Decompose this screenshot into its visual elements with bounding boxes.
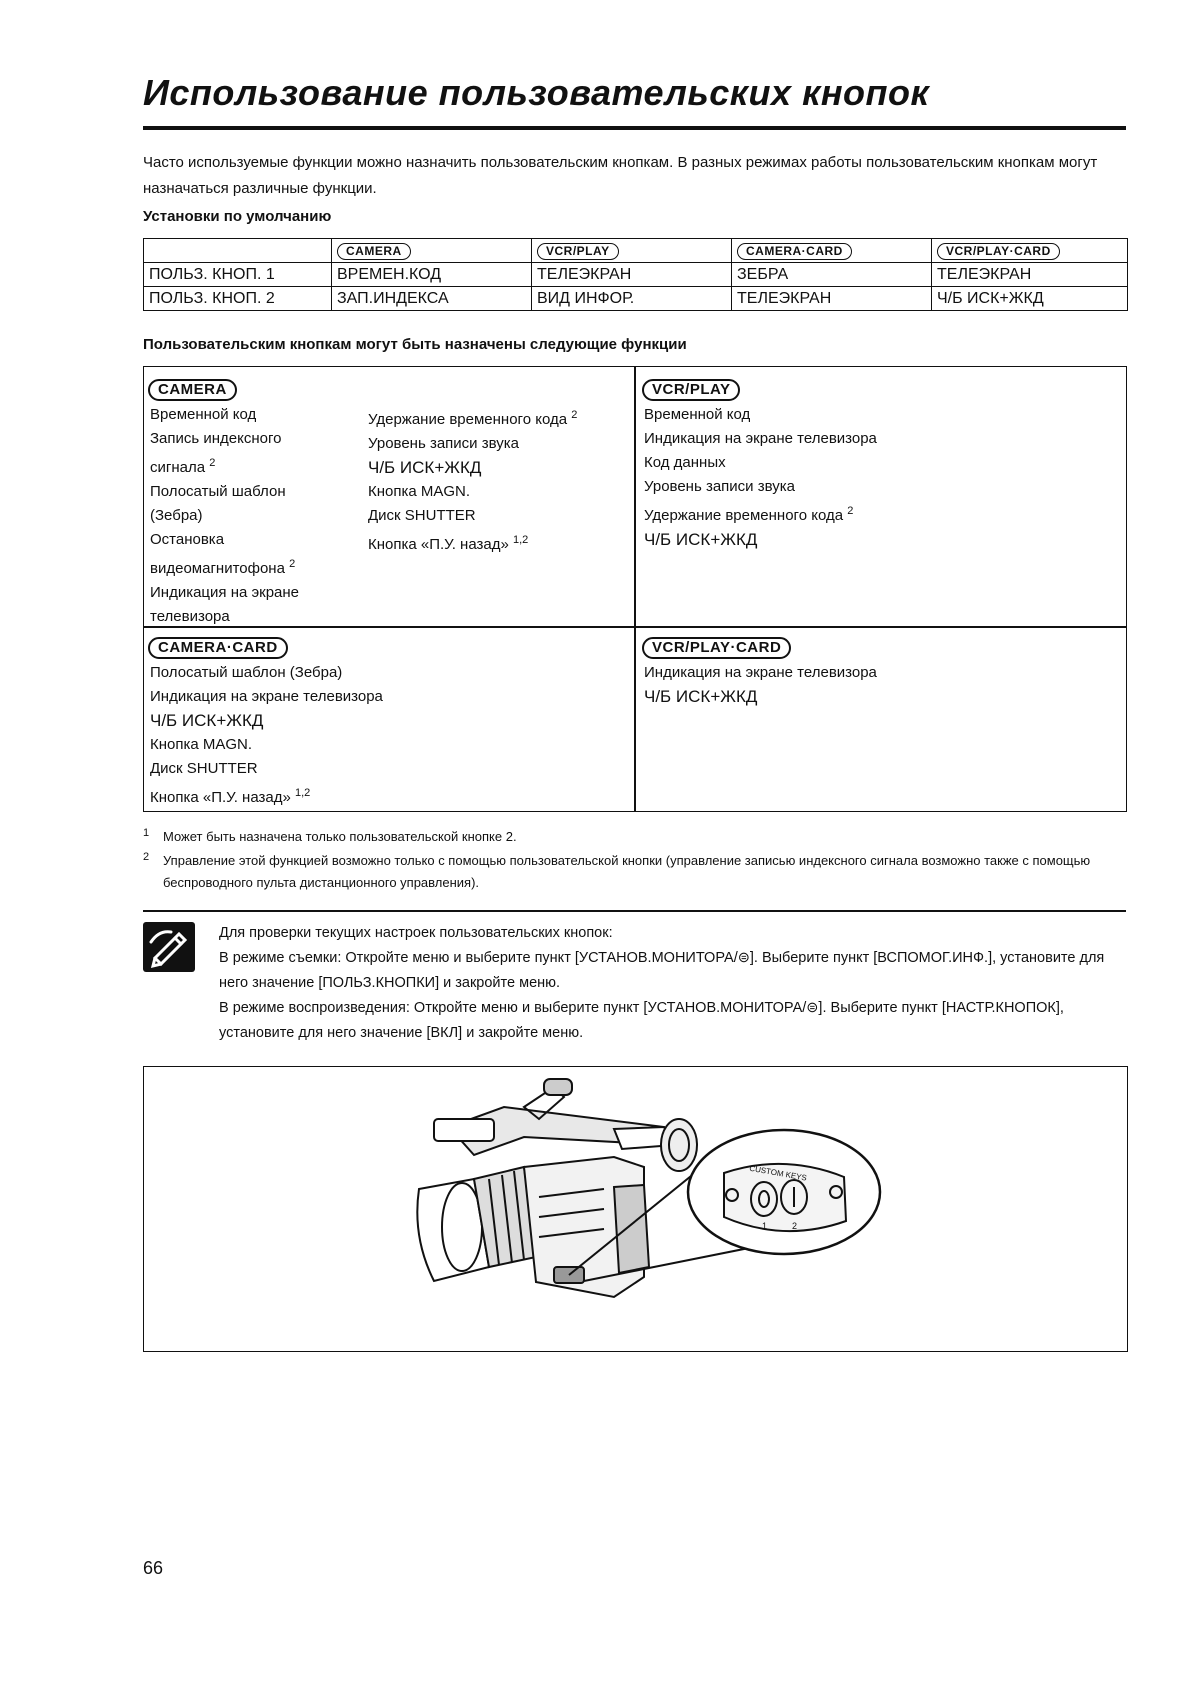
list-item: Временной код (644, 406, 751, 423)
table-corner-cell (144, 239, 332, 263)
list-item: Ч/Б ИСК+ЖКД (644, 530, 758, 549)
list-item: Индикация на экране (150, 584, 300, 601)
defaults-heading: Установки по умолчанию (143, 208, 332, 225)
vcr-play-functions (644, 403, 877, 552)
page-title: Использование пользовательских кнопок (143, 72, 930, 113)
list-item: Уровень записи звука (368, 435, 519, 452)
list-item: сигнала $^2$ (150, 457, 216, 476)
list-item: Остановка (150, 531, 225, 548)
note-text (219, 921, 1119, 1046)
vcr-play-card-functions (644, 661, 877, 709)
custom-keys-label: CUSTOM KEYS (748, 1163, 808, 1183)
list-item: Ч/Б ИСК+ЖКД (368, 458, 482, 477)
table-row-label: ПОЛЬЗ. КНОП. 2 (144, 287, 332, 311)
note-line-2: В режиме съемки: Откройте меню и выберите пункт [УСТАНОВ.МОНИТОРА/⊜]. Выберите пункт [ВСПОМОГ.ИНФ.], установите для него значение [ПОЛЬЗ.КНОПКИ] и закройте меню. (219, 950, 1105, 991)
table-cell: ВРЕМЕН.КОД (332, 263, 532, 287)
note-line-3: В режиме воспроизведения: Откройте меню и выберите пункт [УСТАНОВ.МОНИТОРА/⊜]. Выберите пункт [НАСТР.КНОПОК], установите для него значение [ВКЛ] и закройте меню. (219, 1000, 1064, 1041)
vcr-play-section-badge: VCR/PLAY (642, 379, 740, 401)
footnote-1: 1 Может быть назначена только пользовательской кнопке 2. (143, 827, 517, 844)
camera-functions-col2 (368, 403, 577, 557)
table-cell: Ч/Б ИСК+ЖКД (932, 287, 1128, 311)
camera-functions-col1 (150, 403, 299, 629)
table-cell: ЗЕБРА (732, 263, 932, 287)
table-header-cell (732, 239, 932, 263)
mode-badge-vcr-play-card: VCR/PLAY·CARD (937, 243, 1060, 260)
note-rule (143, 910, 1126, 912)
mode-badge-camera-card: CAMERA·CARD (737, 243, 852, 260)
camcorder-illustration (144, 1067, 1127, 1351)
list-item: Кнопка MAGN. (368, 483, 471, 500)
list-item: Кнопка MAGN. (150, 736, 253, 753)
assign-heading: Пользовательским кнопкам могут быть назначены следующие функции (143, 336, 687, 353)
table-row (144, 263, 1128, 287)
title-rule (143, 126, 1126, 130)
list-item: Индикация на экране телевизора (150, 688, 383, 705)
box-divider-vertical (634, 367, 636, 811)
list-item: Код данных (644, 454, 726, 471)
table-cell: ВИД ИНФОР. (532, 287, 732, 311)
table-header-row (144, 239, 1128, 263)
camera-card-section-badge: CAMERA·CARD (148, 637, 288, 659)
intro-paragraph: Часто используемые функции можно назначить пользовательским кнопкам. В разных режимах работы пользовательским кнопкам могут назначаться различные функции. (143, 154, 1098, 197)
list-item: Временной код (150, 406, 257, 423)
mode-badge-vcr-play: VCR/PLAY (537, 243, 619, 260)
list-item: Полосатый шаблон (Зебра) (150, 664, 343, 681)
table-cell: ТЕЛЕЭКРАН (732, 287, 932, 311)
camera-card-functions (150, 661, 383, 810)
list-item: Запись индексного (150, 430, 282, 447)
camera-section-badge: CAMERA (148, 379, 237, 401)
table-cell: ЗАП.ИНДЕКСА (332, 287, 532, 311)
note-line-1: Для проверки текущих настроек пользовательских кнопок: (219, 925, 613, 941)
vcr-play-card-section-badge: VCR/PLAY·CARD (642, 637, 791, 659)
list-item: Ч/Б ИСК+ЖКД (644, 687, 758, 706)
key-1-label: 1 (762, 1221, 768, 1231)
list-item: видеомагнитофона $^2$ (150, 558, 296, 577)
table-cell: ТЕЛЕЭКРАН (932, 263, 1128, 287)
list-item: Кнопка «П.У. назад» $^{1,2}$ (150, 787, 311, 806)
camcorder-illustration-box (143, 1066, 1128, 1352)
table-header-cell (532, 239, 732, 263)
footnote-2: 2 Управление этой функцией возможно только с помощью пользовательской кнопки (управление записью индексного сигнала возможно также с помощью беспроводного пульта дистанционного управления). (143, 851, 1091, 890)
list-item: Кнопка «П.У. назад» $^{1,2}$ (368, 534, 529, 553)
list-item: Индикация на экране телевизора (644, 664, 877, 681)
assignable-functions-box (143, 366, 1127, 812)
table-cell: ТЕЛЕЭКРАН (532, 263, 732, 287)
table-row (144, 287, 1128, 311)
list-item: Индикация на экране телевизора (644, 430, 877, 447)
table-header-cell (932, 239, 1128, 263)
mode-badge-camera: CAMERA (337, 243, 411, 260)
table-header-cell (332, 239, 532, 263)
note-pencil-icon (143, 922, 195, 972)
defaults-table (143, 238, 1128, 311)
list-item: Удержание временного кода $^2$ (644, 505, 854, 524)
list-item: Уровень записи звука (644, 478, 795, 495)
table-row-label: ПОЛЬЗ. КНОП. 1 (144, 263, 332, 287)
list-item: Ч/Б ИСК+ЖКД (150, 711, 264, 730)
page-number: 66 (143, 1558, 164, 1578)
list-item: Полосатый шаблон (150, 483, 286, 500)
list-item: Диск SHUTTER (150, 760, 258, 777)
list-item: Диск SHUTTER (368, 507, 476, 524)
list-item: телевизора (150, 608, 230, 625)
list-item: (Зебра) (150, 507, 203, 524)
key-2-label: 2 (792, 1221, 798, 1231)
list-item: Удержание временного кода $^2$ (368, 409, 578, 428)
